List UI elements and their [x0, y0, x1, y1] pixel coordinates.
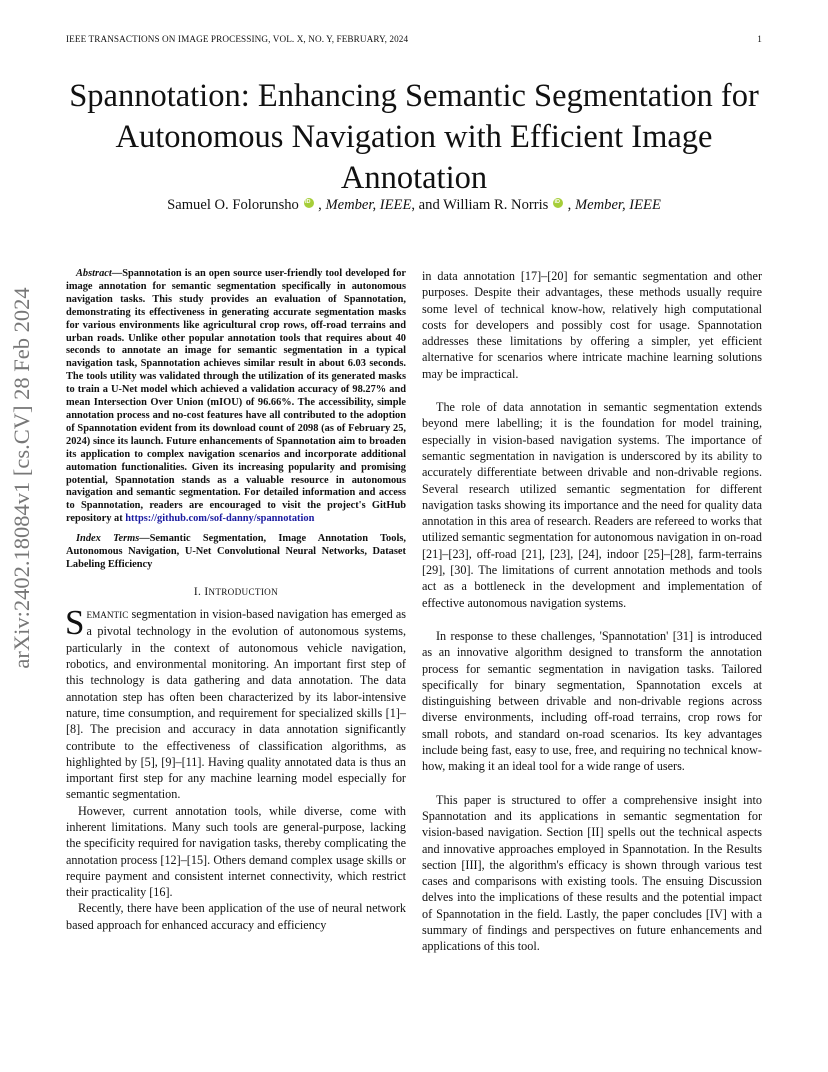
right-column	[422, 268, 762, 955]
paper-title: Spannotation: Enhancing Semantic Segmentation for Autonomous Navigation with Efficient Image Annotation	[69, 78, 759, 196]
body-paragraph: The role of data annotation in semantic segmentation extends beyond mere labelling; it is the foundation for model training, especially in vision-based navigation systems. The importance of semantic segmentation in navigation is underscored by its ability to accurately differentiate between drivable and non-drivable regions. Several research utilized semantic segmentation for different navigation tasks showing its importance and the need for quality data annotation in this area of research. Readers are refereed to works that utilized semantic segmentation for autonomous navigation in on-road [21]–[23], off-road [21], [23], [24], indoor [25]–[28], farm-terrains [29], [30]. The limitations of current annotation methods and tools act as a bottleneck in the development and implementation of effective autonomous navigation systems.	[422, 400, 762, 610]
body-paragraph: In response to these challenges, 'Spannotation' [31] is introduced as an innovative algorithm designed to transform the annotation process for semantic segmentation in navigation tasks. Tailored specifically for binary segmentation, Spannotation excels at distinguishing between drivable and non-drivable regions across diverse environments, including off-road terrains, crop rows for small robots, and standard on-road scenarios. Its key advantages include being fast, easy to use, free, and requiring no technical know-how, making it an ideal tool for a wide range of users.	[422, 628, 762, 774]
abstract	[66, 268, 406, 526]
author-name: William R. Norris	[443, 197, 549, 213]
author-connector: , and	[411, 197, 440, 213]
intro-paragraph: SEMANTIC segmentation in vision-based navigation has emerged as a pivotal technology in the evolution of autonomous systems, particularly in the context of autonomous vehicle navigation, robotics, and environmental monitoring. An important first step of this technology is data gathering and data annotation. The data annotation step has often been characterized by its labor-intensive nature, time consumption, and requirement for specialized skills [1]–[8]. The precision and accuracy in data annotation significantly contribute to the effectiveness of classification algorithms, as highlighted by [5], [9]–[11]. Having quality annotated data is thus an important first step for any machine learning model especially for semantic segmentation.	[65, 603, 406, 802]
journal-name: IEEE TRANSACTIONS ON IMAGE PROCESSING, VOL. X, NO. Y, FEBRUARY, 2024	[66, 34, 409, 44]
running-header	[66, 34, 762, 44]
author-name: Samuel O. Folorunsho	[167, 197, 299, 213]
index-terms	[66, 533, 406, 572]
body-paragraph: in data annotation [17]–[20] for semantic segmentation and other purposes. Despite their advantages, these methods usually require some level of technical know-how, relatively high computational costs for developers and possibly cost for usage. Spannotation addresses these limitations by offering a simpler, yet efficient alternative for scenarios where intricate machine learning solutions may be impractical.	[422, 269, 762, 381]
orcid-icon[interactable]	[304, 198, 314, 208]
left-column	[66, 268, 406, 933]
abstract-label: Abstract	[76, 268, 112, 279]
page-number: 1	[757, 34, 762, 44]
lead-word: EMANTIC	[86, 610, 129, 621]
intro-paragraph: Recently, there have been application of the use of neural network based approach for enhanced accuracy and efficiency	[66, 901, 406, 932]
author-role: Member, IEEE	[325, 197, 412, 213]
author-role: Member, IEEE	[574, 197, 661, 213]
body-paragraph: This paper is structured to offer a comprehensive insight into Spannotation and its applications in semantic segmentation for vision-based navigation. Section [II] spells out the technical aspects and innovative approaches employed in Spannotation. In the Results section [III], the algorithm's efficacy is shown through various test cases and comparisons with existing tools. The ensuing Discussion delves into the implications of these results and the potential impact of Spannotation in the field. Lastly, the paper concludes [IV] with a summary of findings and perspectives on future enhancements and applications of this tool.	[422, 792, 762, 954]
index-terms-text: —Semantic Segmentation, Image Annotation Tools, Autonomous Navigation, U-Net Convolutional Neural Networks, Dataset Labeling Efficiency	[66, 533, 406, 570]
abstract-text: —Spannotation is an open source user-friendly tool developed for image annotation for semantic segmentation specifically in autonomous navigation tasks. This study provides an evaluation of Spannotation, demonstrating its effectiveness in generating accurate segmentation masks for various environments like agricultural crop rows, off-road terrains and urban roads. Unlike other popular annotation tools that requires about 40 seconds to annotate an image for semantic segmentation in a typical navigation task, Spannotation achieves similar result in about 6.03 seconds. The tools utility was validated through the utilization of its generated masks to train a U-Net model which achieved a validation accuracy of 98.27% and mean Intersection Over Union (mIOU) of 96.66%. The accessibility, simple annotation process and no-cost features have all contributed to the adoption of Spannotation evident from its download count of 2098 (as of February 25, 2024) since its launch. Future enhancements of Spannotation aim to broaden its application to complex navigation scenarios and incorporate additional automation functionalities. Given its increasing popularity and promising potential, Spannotation stands as a valuable resource in autonomous navigation and semantic segmentation. For detailed information and access to Spannotation, readers are encouraged to visit the project's GitHub repository at	[66, 268, 406, 525]
author-line: Samuel O. Folorunsho iD , Member, IEEE, and William R. Norris iD , Member, IEEE	[40, 197, 788, 214]
intro-paragraph: However, current annotation tools, while diverse, come with inherent limitations. Many such tools are general-purpose, lacking the specificity required for navigation tasks, thereby complicating the annotation process [12]–[15]. Others demand complex usage skills or require payment and consistent internet connectivity, which restrict their practicality [16].	[66, 803, 406, 900]
drop-cap: S	[65, 603, 85, 643]
index-terms-label: Index Terms	[76, 533, 140, 545]
section-heading: I. INTRODUCTION	[193, 585, 279, 598]
arxiv-identifier: arXiv:2402.18084v1 [cs.CV] 28 Feb 2024	[9, 287, 34, 669]
orcid-icon[interactable]	[553, 198, 563, 208]
github-link[interactable]: https://github.com/sof-danny/spannotation	[125, 513, 315, 525]
